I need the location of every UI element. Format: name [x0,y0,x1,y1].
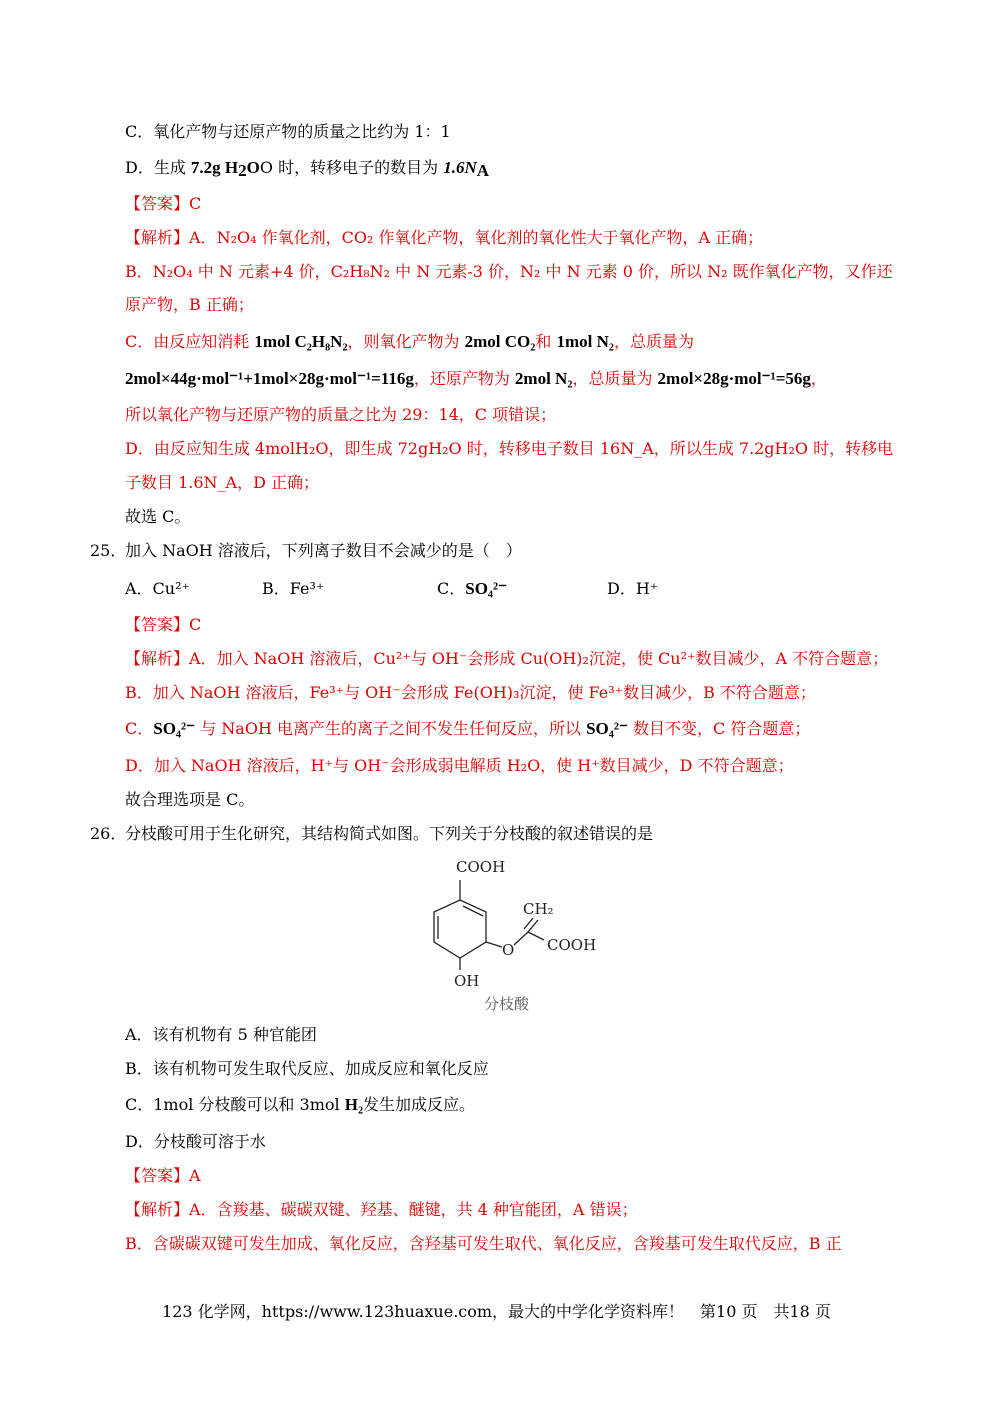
chorismic-acid-structure [420,850,620,990]
q26-analysis-b: B．含碳碳双键可发生加成、氧化反应，含羟基可发生取代、氧化反应，含羧基可发生取代反应，B 正 [125,1234,842,1253]
q25-analysis-d: D．加入 NaOH 溶液后，H⁺与 OH⁻会形成弱电解质 H₂O，使 H⁺数目减少，D 不符合题意； [125,756,794,775]
ring-double-bond-1 [463,906,483,916]
q25-conclusion: 故合理选项是 C。 [125,790,255,809]
q26-analysis-a: 【解析】A．含羧基、碳碳双键、羟基、醚键，共 4 种官能团，A 错误； [125,1200,638,1219]
q26-answer: 【答案】A [125,1166,201,1185]
q26-number: 26． [90,824,127,843]
q24-option-d-prefix: D．生成 [125,158,191,177]
bond-ether-2 [514,932,528,945]
q24-conclusion: 故选 C。 [125,507,191,526]
q24-option-d: D．生成 7.2g $H_2OO$ 时，转移电子的数目为 $1.6N_A$ [125,158,489,180]
q24-option-d-mass: 7.2g H [190,158,239,177]
q25-analysis-a: 【解析】A．加入 NaOH 溶液后，Cu²⁺与 OH⁻会形成 Cu(OH)₂沉淀，使 Cu²⁺数目减少，A 不符合题意； [125,649,889,668]
oh-label: OH [454,972,480,990]
q26-stem: 分枝酸可用于生化研究，其结构简式如图。下列关于分枝酸的叙述错误的是 [125,824,654,843]
ring [434,900,486,958]
q25-answer: 【答案】C [125,615,202,634]
ch2-label: CH₂ [523,900,554,918]
q24-analysis-c2: 2mol×44g·mol⁻¹+1mol×28g·mol⁻¹=116g，还原产物为 2mol N₂，总质量为 2mol×28g·mol⁻¹=56g， [125,369,827,388]
q25-option-d: D．H⁺ [607,579,659,598]
q24-analysis-a: 【解析】A．N₂O₄ 作氧化剂，CO₂ 作氧化产物，氧化剂的氧化性大于氧化产物，A 正确； [125,228,764,247]
q25-analysis-c: C．SO₄²⁻ 与 NaOH 电离产生的离子之间不发生任何反应，所以 SO₄²⁻ 数目不变，C 符合题意； [125,719,811,738]
q26-option-d: D．分枝酸可溶于水 [125,1132,266,1151]
ether-o-label: O [502,941,515,959]
q26-option-c: C．1mol 分枝酸可以和 3mol H₂发生加成反应。 [125,1095,476,1114]
q24-analysis-c1: C．由反应知消耗 1mol C₂H₈N₂，则氧化产物为 2mol CO₂和 1mol N₂，总质量为 [125,332,694,351]
q26-option-a: A．该有机物有 5 种官能团 [125,1025,317,1044]
page-footer: 123 化学网，https://www.123huaxue.com，最大的中学化学资料库！ 第10 页 共18 页 [162,1302,831,1321]
q24-analysis-d1: D．由反应知生成 4molH₂O，即生成 72gH₂O 时，转移电子数目 16N_A，所以生成 7.2gH₂O 时，转移电 [125,439,894,458]
q24-option-c: C．氧化产物与还原产物的质量之比约为 1：1 [125,122,451,141]
q24-analysis-b1: B．N₂O₄ 中 N 元素+4 价，C₂H₈N₂ 中 N 元素-3 价，N₂ 中 N 元素 0 价，所以 N₂ 既作氧化产物，又作还 [125,262,893,281]
q25-option-b: B．Fe³⁺ [262,579,325,598]
q24-option-d-mid: O 时，转移电子的数目为 [259,158,444,177]
q24-answer: 【答案】C [125,194,202,213]
q25-number: 25． [90,541,127,560]
q24-analysis-d2: 子数目 1.6N_A，D 正确； [125,473,320,492]
q24-analysis-b2: 原产物，B 正确； [125,295,254,314]
q24-option-d-value: 1.6N [443,158,477,177]
q24-analysis-c3: 所以氧化产物与还原产物的质量之比为 29：14，C 项错误； [125,405,557,424]
q26-option-b: B．该有机物可发生取代反应、加成反应和氧化反应 [125,1059,489,1078]
q25-stem: 加入 NaOH 溶液后，下列离子数目不会减少的是（ ） [125,541,522,560]
structure-caption: 分枝酸 [484,995,530,1013]
q25-options [125,577,658,601]
q25-option-a: A．Cu²⁺ [125,579,190,598]
cooh-label-1: COOH [456,858,506,876]
cooh-label-2: COOH [547,936,597,954]
bond-cooh2 [528,932,544,940]
q25-analysis-b: B．加入 NaOH 溶液后，Fe³⁺与 OH⁻会形成 Fe(OH)₃沉淀，使 Fe³⁺数目减少，B 不符合题意； [125,683,816,702]
q25-option-c: C．SO₄²⁻ [437,579,508,598]
bond-ether-1 [486,942,502,947]
